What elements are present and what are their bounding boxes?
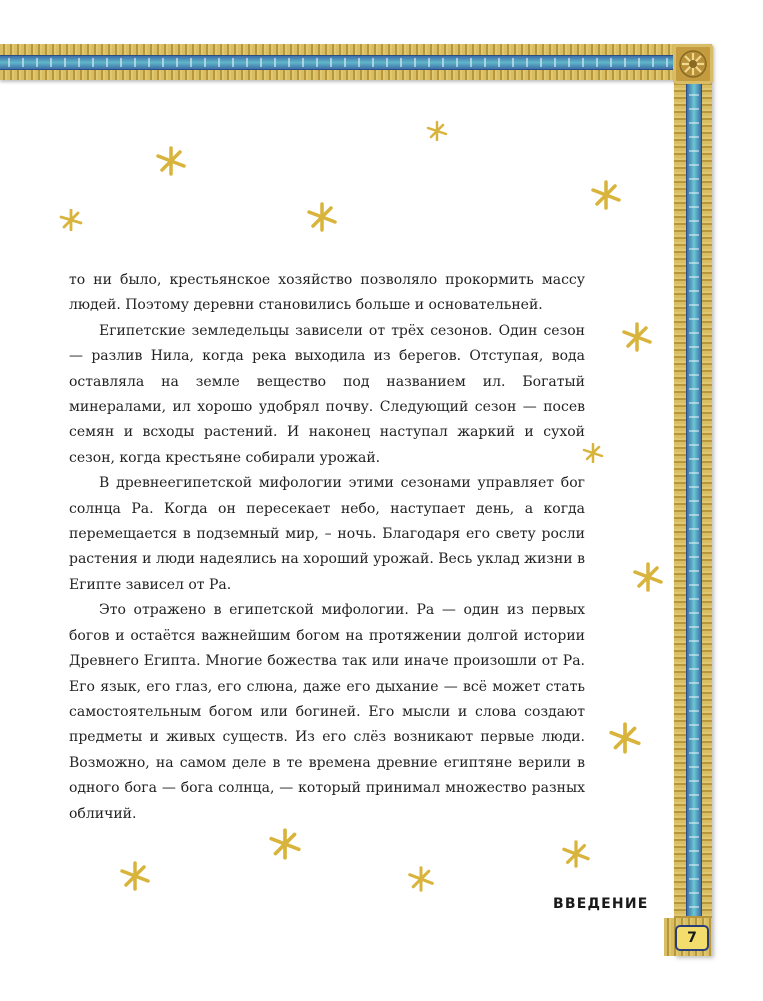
gold-star-icon <box>620 322 654 352</box>
gold-star-icon <box>154 146 188 176</box>
gold-star-icon <box>59 209 83 231</box>
right-border <box>674 44 712 956</box>
gold-star-icon <box>582 443 604 463</box>
gold-star-icon <box>305 202 339 232</box>
top-border <box>0 44 712 80</box>
paragraph: Египетские земледельцы зависели от трёх сезонов. Один сезон — разлив Нила, когда река выходила из берегов. Отступая, вода оставляла на земле вещество под названием ил. Богатый минералами, ил хорошо удобрял почву. Следующий сезон — посев семян и всходы растений. И наконец наступал жаркий и сухой сезон, когда крестьяне собирали урожай. <box>69 322 585 466</box>
gold-star-icon <box>406 866 436 892</box>
body-text <box>69 268 585 827</box>
paragraph: то ни было, крестьянское хозяйство позволяло прокормить массу людей. Поэтому деревни становились больше и основательней. <box>69 272 585 314</box>
gold-star-icon <box>560 840 592 868</box>
page-number: 7 <box>675 925 709 951</box>
paragraph: В древнеегипетской мифологии этими сезонами управляет бог солнца Ра. Когда он пересекает небо, наступает день, а когда перемещается в подземный мир, – ночь. Благодаря его свету росли растения и люди надеялись на хороший урожай. Весь уклад жизни в Египте зависел от Ра. <box>69 475 585 593</box>
gold-star-icon <box>607 722 643 754</box>
gold-star-icon <box>426 121 448 141</box>
gold-star-icon <box>589 180 623 210</box>
gold-star-icon <box>267 828 303 860</box>
knot-ornament-icon <box>673 44 713 84</box>
paragraph: Это отражено в египетской мифологии. Ра — один из первых богов и остаётся важнейшим богом на протяжении долгой истории Древнего Египта. Многие божества так или иначе произошли от Ра. Его язык, его глаз, его слюна, даже его дыхание — всё может стать самостоятельным богом или богиней. Его мысли и слова создают предметы и живых существ. Из его слёз возникают первые люди. Возможно, на самом деле в те времена древние египтяне верили в одного бога — бога солнца, — который принимал множество разных обличий. <box>69 602 585 822</box>
section-label: ВВЕДЕНИЕ <box>553 896 649 912</box>
gold-star-icon <box>631 562 665 592</box>
gold-star-icon <box>118 861 152 891</box>
